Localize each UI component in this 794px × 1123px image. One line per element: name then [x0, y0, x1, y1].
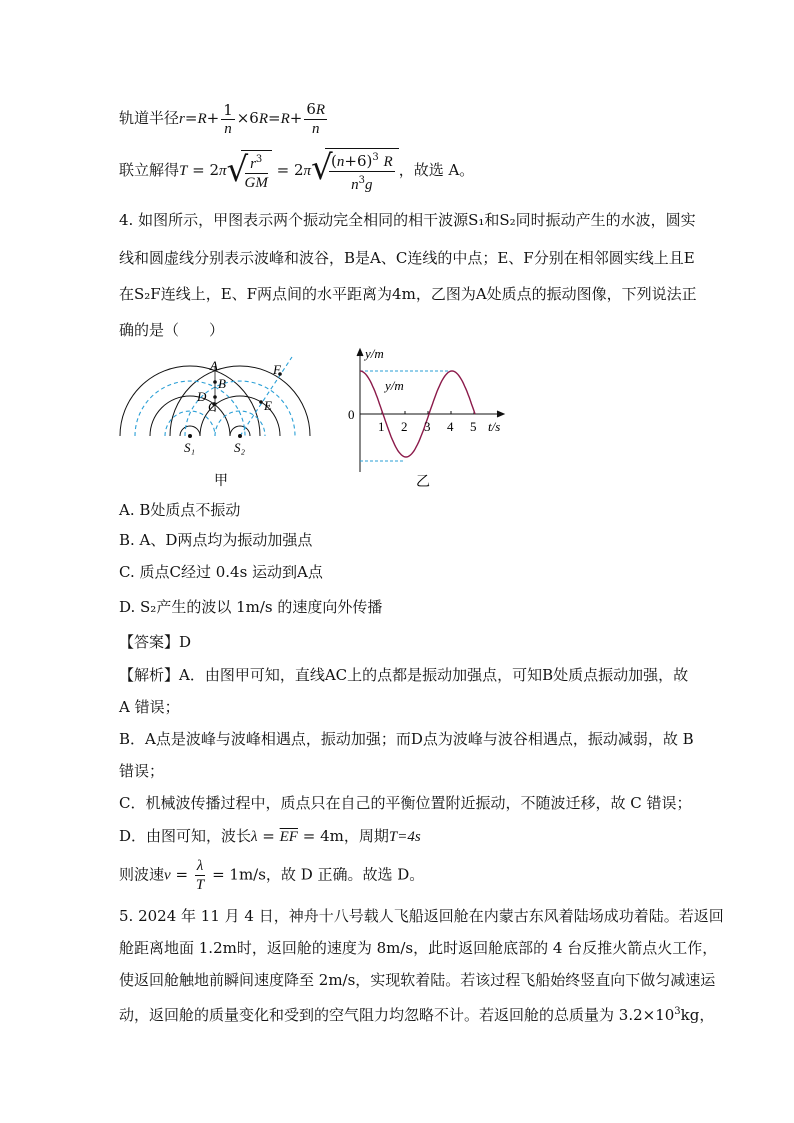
q5-line-2: 舱距离地面 1.2m时，返回舱的速度为 8m/s，此时返回舱底部的 4 台反推火箭点火工作，	[119, 939, 718, 957]
inner-y-label: y/m	[385, 378, 404, 393]
label-S2: S₂	[234, 440, 246, 455]
q5-line-3: 使返回舱触地前瞬间速度降至 2m/s，实现软着陆。若该过程飞船始终竖直向下做匀减速运	[119, 971, 716, 989]
figure-vibration-graph	[345, 342, 515, 492]
analysis-line-7: 则波速v = $\frac{\lambda}{T}$ = 1m/s，故 D 正确。故选 D。	[119, 858, 425, 893]
tick-1: 1	[378, 419, 385, 434]
q5-line-1: 5. 2024 年 11 月 4 日，神舟十八号载人飞船返回舱在内蒙古东风着陆场成功着陆。若返回	[119, 907, 724, 925]
analysis-line-3: B．A点是波峰与波峰相遇点，振动加强；而D点为波峰与波谷相遇点，振动减弱，故 B	[119, 730, 694, 748]
label-B: B	[218, 376, 226, 391]
period-formula-line: 联立解得T = 2π √ $\frac{r^3}{GM}$ = 2π √ $\frac{(n+6)^3 R}{n^3g}$ ，故选 A。	[119, 148, 475, 193]
analysis-line-6-prefix: D．由图可知，波长	[119, 827, 252, 845]
analysis-line-4: 错误；	[119, 762, 165, 780]
caption-jia: 甲	[214, 474, 228, 489]
sqrt-period-expression: √ $\frac{(n+6)^3 R}{n^3g}$	[311, 148, 399, 194]
caption-yi: 乙	[416, 475, 430, 490]
analysis-line-6: D．由图可知，波长$\lambda = \overline{EF} = 4m$，周期T=4s	[119, 827, 421, 845]
label-F: F	[273, 362, 281, 377]
analysis-line-5: C．机械波传播过程中，质点只在自己的平衡位置附近振动，不随波迁移，故 C 错误；	[119, 794, 692, 812]
q4-line-4: 确的是（ ）	[119, 321, 225, 339]
option-c: C. 质点C经过 0.4s 运动到A点	[119, 563, 323, 581]
orbit-radius-line: 轨道半径r=R+ $\frac{1}{n}$ ×6R=R+ $\frac{6R}{n}$	[119, 100, 326, 137]
label-A: A	[210, 358, 218, 373]
q4-line-3: 在S₂F连线上，E、F两点间的水平距离为4m，乙图为A处质点的振动图像，下列说法正	[119, 285, 697, 303]
option-a: A. B处质点不振动	[119, 501, 241, 519]
analysis-line-6-mid: ，周期	[343, 827, 389, 845]
period-value: T=4s	[388, 829, 421, 845]
answer-line: 【答案】D	[119, 633, 192, 651]
fraction-6R-over-n: $\frac{6R}{n}$	[306, 100, 326, 137]
tick-2: 2	[401, 419, 408, 434]
q4-line-2: 线和圆虚线分别表示波峰和波谷，B是A、C连线的中点；E、F分别在相邻圆实线上且E	[119, 249, 695, 267]
tick-3: 3	[424, 419, 431, 434]
y-axis-label: y/m	[365, 346, 384, 361]
label-C: C	[208, 399, 217, 414]
q4-line-1: 4. 如图所示，甲图表示两个振动完全相同的相干波源S₁和S₂同时振动产生的水波，圆实	[119, 211, 696, 229]
period-formula-prefix: 联立解得	[119, 161, 180, 179]
analysis-line-1: 【解析】A．由图甲可知，直线AC上的点都是振动加强点，可知B处质点振动加强，故	[119, 666, 689, 684]
analysis-line-7-suffix: ，故 D 正确。故选 D。	[265, 865, 425, 884]
fraction-lambda-over-T: $\frac{\lambda}{T}$	[195, 858, 205, 893]
q5-line-4-text: 动，返回舱的质量变化和受到的空气阻力均忽略不计。若返回舱的总质量为	[119, 1006, 615, 1024]
origin-label: 0	[348, 407, 355, 422]
analysis-line-7-prefix: 则波速	[119, 865, 165, 884]
option-b: B. A、D两点均为振动加强点	[119, 531, 313, 549]
orbit-radius-prefix: 轨道半径	[119, 109, 180, 127]
tick-4: 4	[447, 419, 454, 434]
sqrt-r3-over-GM: √ $\frac{r^3}{GM}$	[227, 150, 272, 192]
fraction-1-over-n: $\frac{1}{n}$	[223, 100, 233, 137]
analysis-line-2: A 错误；	[119, 698, 180, 716]
q5-line-4: 动，返回舱的质量变化和受到的空气阻力均忽略不计。若返回舱的总质量为 $3.2\times 10^3kg$，	[119, 1006, 715, 1024]
label-S1: S₁	[184, 440, 196, 455]
tick-5: 5	[470, 419, 477, 434]
label-E: E	[264, 398, 272, 413]
label-D: D	[197, 389, 207, 404]
figure-wave-interference	[110, 352, 340, 492]
period-formula-suffix: ，故选 A。	[398, 161, 475, 179]
option-d: D. S₂产生的波以 1m/s 的速度向外传播	[119, 598, 383, 616]
x-axis-label: t/s	[488, 419, 501, 434]
